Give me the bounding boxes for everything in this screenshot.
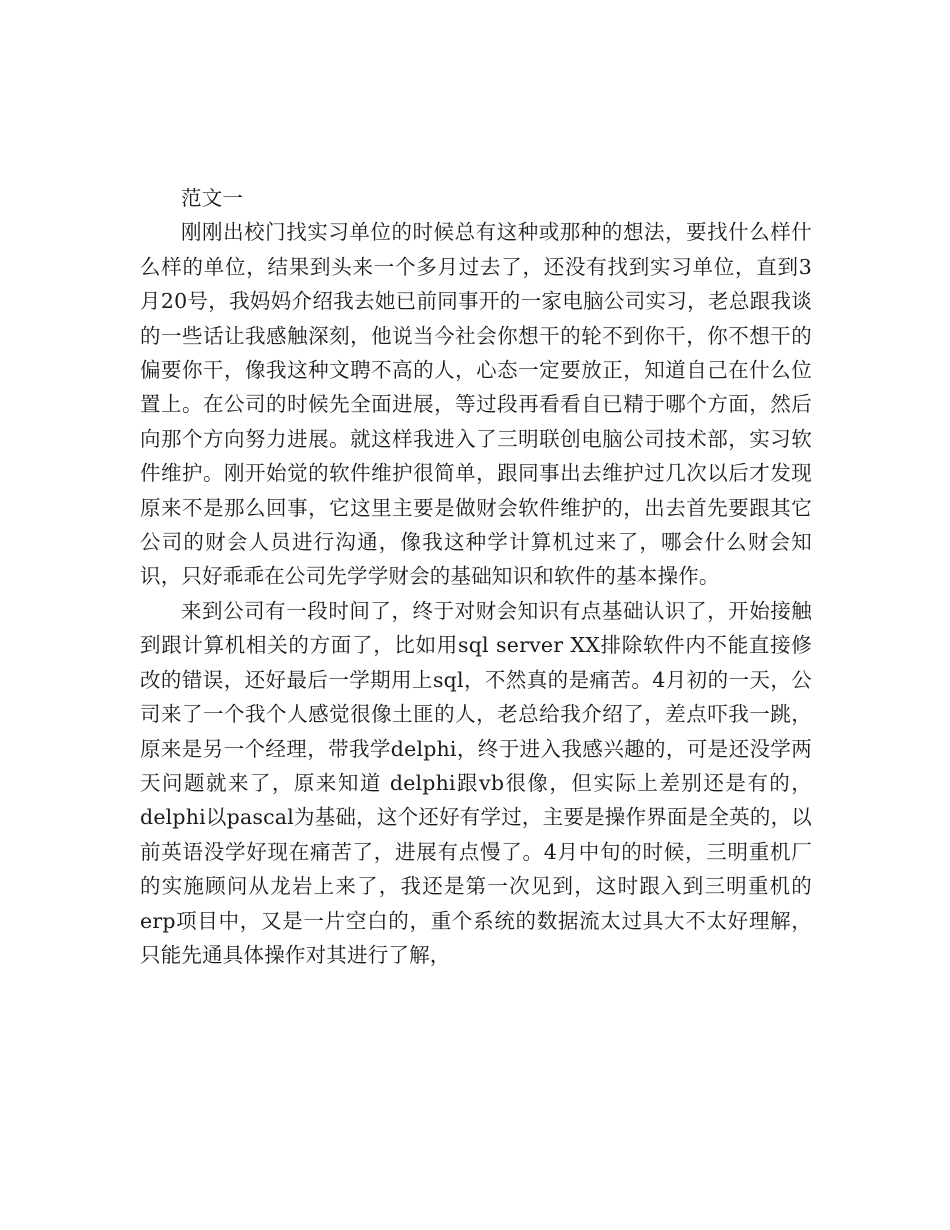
- document-body: [140, 181, 812, 972]
- paragraph-2: 来到公司有一段时间了，终于对财会知识有点基础认识了，开始接触到跟计算机相关的方面了，比如用sql server XX排除软件内不能直接修改的错误，还好最后一学期用上sql，不然真的是痛苦。4月初的一天，公司来了一个我个人感觉很像土匪的人，老总给我介绍了，差点吓我一跳，原来是另一个经理，带我学delphi，终于进入我感兴趣的，可是还没学两天问题就来了，原来知道 delphi跟vb很像，但实际上差别还是有的，delphi以pascal为基础，这个还好有学过，主要是操作界面是全英的，以前英语没学好现在痛苦了，进展有点慢了。4月中旬的时候，三明重机厂的实施顾问从龙岩上来了，我还是第一次见到，这时跟入到三明重机的erp项目中，又是一片空白的，重个系统的数据流太过具大不太好理解，只能先通具体操作对其进行了解，: [140, 598, 812, 967]
- section-heading: 范文一: [181, 186, 244, 210]
- paragraph-1: 刚刚出校门找实习单位的时候总有这种或那种的想法，要找什么样什么样的单位，结果到头来一个多月过去了，还没有找到实习单位，直到3月20号，我妈妈介绍我去她已前同事开的一家电脑公司实习，老总跟我谈的一些话让我感触深刻，他说当今社会你想干的轮不到你干，你不想干的偏要你干，像我这种文聘不高的人，心态一定要放正，知道自己在什么位置上。在公司的时候先全面进展，等过段再看看自已精于哪个方面，然后向那个方向努力进展。就这样我进入了三明联创电脑公司技术部，实习软件维护。刚开始觉的软件维护很简单，跟同事出去维护过几次以后才发现原来不是那么回事，它这里主要是做财会软件维护的，出去首先要跟其它公司的财会人员进行沟通，像我这种学计算机过来了，哪会什么财会知识，只好乖乖在公司先学学财会的基础知识和软件的基本操作。: [140, 220, 812, 589]
